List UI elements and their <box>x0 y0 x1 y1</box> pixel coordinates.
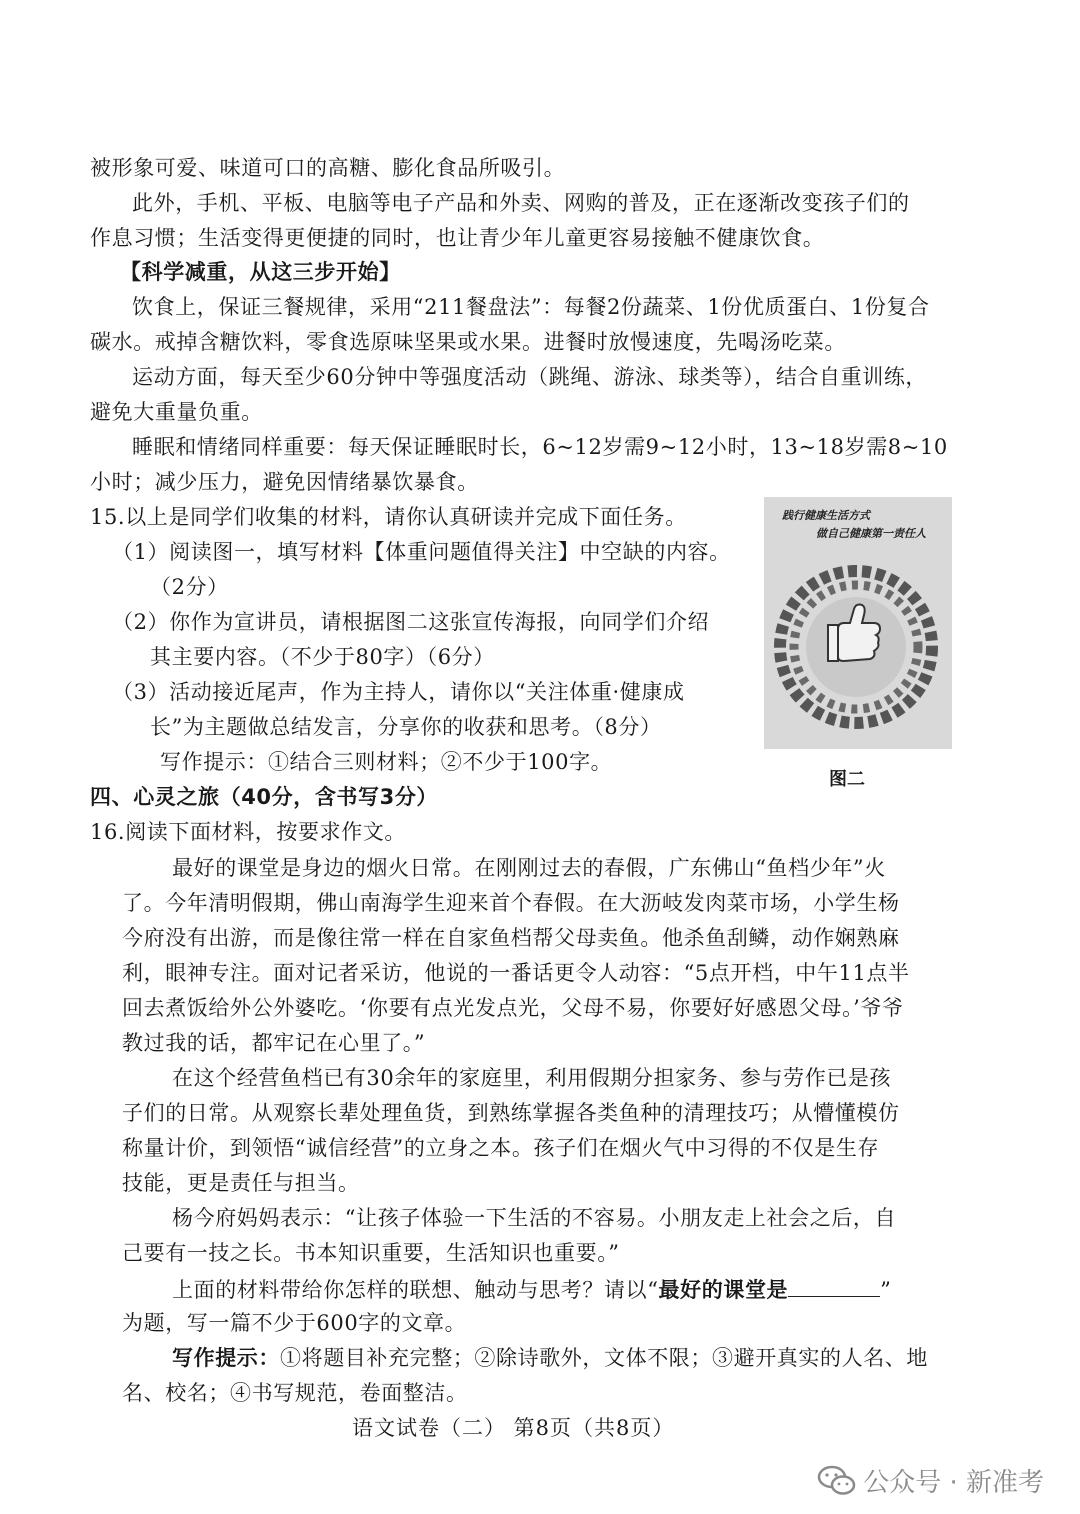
question-15: 15.以上是同学们收集的材料，请你认真研读并完成下面任务。 <box>90 505 687 529</box>
essay-material-line: 称量计价，到领悟“诚信经营”的立身之本。孩子们在烟火气中习得的不仅是生存 <box>122 1136 880 1160</box>
section-4-heading: 四、心灵之旅（40分，含书写3分） <box>90 785 439 809</box>
essay-material-line: 杨今府妈妈表示：“让孩子体验一下生活的不容易。小朋友走上社会之后，自 <box>172 1206 897 1230</box>
question-16: 16.阅读下面材料，按要求作文。 <box>90 820 406 844</box>
text-line: 睡眠和情绪同样重要：每天保证睡眠时长，6~12岁需9~12小时，13~18岁需8~10 <box>132 435 948 459</box>
wechat-icon <box>817 1464 857 1498</box>
essay-material-line: 教过我的话，都牢记在心里了。” <box>122 1031 426 1055</box>
health-poster-image <box>764 497 952 749</box>
text-line: 避免大重量负重。 <box>90 400 263 424</box>
essay-title-stem: 最好的课堂是 <box>658 1278 789 1302</box>
question-15-1: （1）阅读图一，填写材料【体重问题值得关注】中空缺的内容。 <box>112 540 731 564</box>
question-15-3: （3）活动接近尾声，作为主持人，请你以“关注体重·健康成 <box>112 680 685 704</box>
essay-material-line: 己要有一技之长。书本知识重要，生活知识也重要。” <box>122 1241 620 1265</box>
essay-prompt-cont: 为题，写一篇不少于600字的文章。 <box>122 1311 467 1335</box>
text-line: 碳水。戒掉含糖饮料，零食选原味坚果或水果。进餐时放慢速度，先喝汤吃菜。 <box>90 330 846 354</box>
essay-prompt-close: ” <box>880 1278 892 1302</box>
essay-prompt <box>172 1278 892 1301</box>
text-line: 此外，手机、平板、电脑等电子产品和外卖、网购的普及，正在逐渐改变孩子们的 <box>132 191 910 215</box>
question-15-tip: 写作提示：①结合三则材料；②不少于100字。 <box>160 750 613 774</box>
essay-prompt-text: 上面的材料带给你怎样的联想、触动与思考？请以“ <box>172 1278 659 1302</box>
writing-tips <box>172 1348 928 1369</box>
writing-tips-cont: 名、校名；④书写规范，卷面整洁。 <box>122 1381 468 1405</box>
essay-material-line: 技能，更是责任与担当。 <box>122 1171 360 1195</box>
text-line: 小时；减少压力，避免因情绪暴饮暴食。 <box>90 470 479 494</box>
question-15-2-cont: 其主要内容。（不少于80字）（6分） <box>150 645 495 669</box>
writing-tips-text: ①将题目补充完整；②除诗歌外，文体不限；③避开真实的人名、地 <box>280 1346 928 1370</box>
text-line: 饮食上，保证三餐规律，采用“211餐盘法”：每餐2份蔬菜、1份优质蛋白、1份复合 <box>132 295 930 319</box>
essay-material-line: 子们的日常。从观察长辈处理鱼货，到熟练掌握各类鱼种的清理技巧；从懵懂模仿 <box>122 1101 900 1125</box>
section-heading: 【科学减重，从这三步开始】 <box>120 260 401 284</box>
essay-material-line: 最好的课堂是身边的烟火日常。在刚刚过去的春假，广东佛山“鱼档少年”火 <box>172 856 886 880</box>
page-footer: 语文试卷（二） 第8页（共8页） <box>352 1416 675 1440</box>
watermark <box>817 1462 1044 1499</box>
food-ring-illustration <box>764 497 952 749</box>
writing-tips-label: 写作提示： <box>172 1346 280 1370</box>
text-line: 被形象可爱、味道可口的高糖、膨化食品所吸引。 <box>90 156 566 180</box>
essay-material-line: 利，眼神专注。面对记者采访，他说的一番话更令人动容：“5点开档，中午11点半 <box>122 961 910 985</box>
text-line: 运动方面，每天至少60分钟中等强度活动（跳绳、游泳、球类等），结合自重训练， <box>132 365 928 389</box>
question-15-1-score: （2分） <box>150 575 229 599</box>
poster-title-1: 践行健康生活方式 <box>782 509 870 522</box>
question-15-2: （2）你作为宣讲员，请根据图二这张宣传海报，向同学们介绍 <box>112 610 710 634</box>
watermark-text: 公众号 · 新准考 <box>863 1468 1044 1498</box>
essay-material-line: 回去煮饭给外公外婆吃。‘你要有点光发点光，父母不易，你要好好感恩父母。’爷爷 <box>122 996 904 1020</box>
text-line: 作息习惯；生活变得更便捷的同时，也让青少年儿童更容易接触不健康饮食。 <box>90 226 825 250</box>
question-15-3-cont: 长”为主题做总结发言，分享你的收获和思考。（8分） <box>150 715 662 739</box>
poster-title-2: 做自己健康第一责任人 <box>816 527 926 540</box>
essay-material-line: 在这个经营鱼档已有30余年的家庭里，利用假期分担家务、参与劳作已是孩 <box>172 1066 892 1090</box>
essay-material-line: 今府没有出游，而是像往常一样在自家鱼档帮父母卖鱼。他杀鱼刮鳞，动作娴熟麻 <box>122 926 900 950</box>
title-blank <box>788 1278 880 1297</box>
figure-caption: 图二 <box>829 769 865 790</box>
essay-material-line: 了。今年清明假期，佛山南海学生迎来首个春假。在大沥岐发肉菜市场，小学生杨 <box>122 891 900 915</box>
